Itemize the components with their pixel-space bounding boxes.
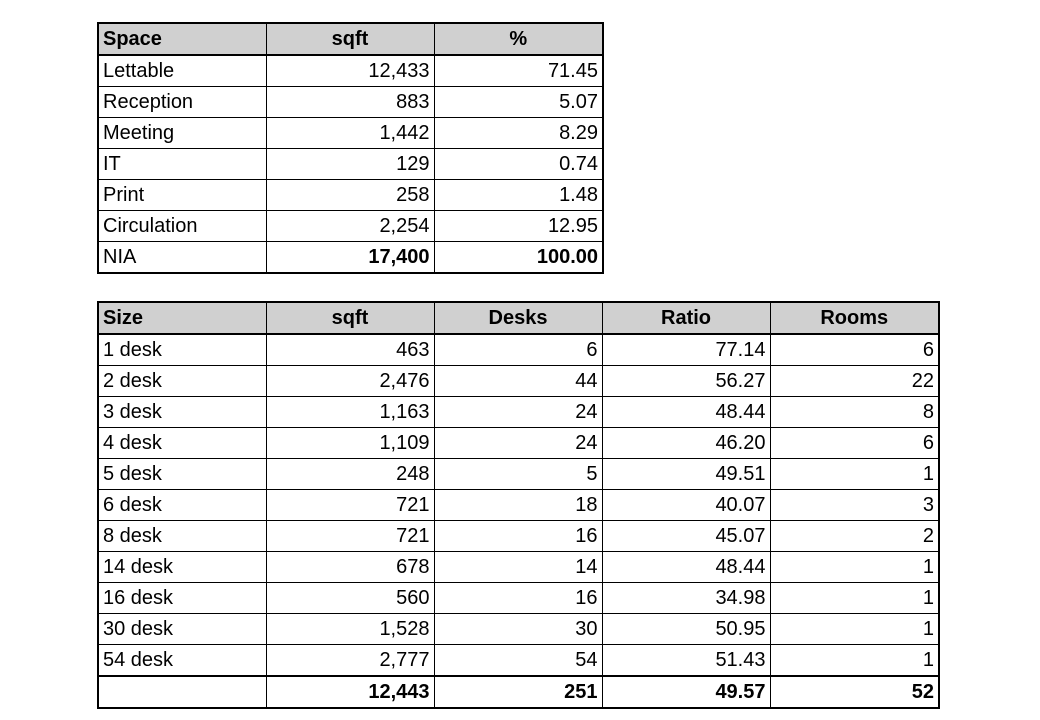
cell-rooms: 1: [770, 583, 939, 614]
cell-rooms: 6: [770, 428, 939, 459]
cell-ratio: 49.51: [602, 459, 770, 490]
table-row: [98, 149, 603, 180]
cell-sqft: 883: [266, 87, 434, 118]
cell-rooms: 22: [770, 366, 939, 397]
cell-desks: 14: [434, 552, 602, 583]
cell-sqft-total: 12,443: [266, 676, 434, 708]
cell-percent: 0.74: [434, 149, 603, 180]
cell-desks: 24: [434, 397, 602, 428]
header-sqft: sqft: [266, 302, 434, 334]
cell-space: Lettable: [98, 55, 266, 87]
cell-rooms: 1: [770, 459, 939, 490]
table-row: [98, 459, 939, 490]
cell-ratio: 50.95: [602, 614, 770, 645]
cell-space: Circulation: [98, 211, 266, 242]
cell-desks: 18: [434, 490, 602, 521]
cell-size: 30 desk: [98, 614, 266, 645]
cell-ratio-total: 49.57: [602, 676, 770, 708]
cell-size: 2 desk: [98, 366, 266, 397]
cell-size: 14 desk: [98, 552, 266, 583]
cell-space: NIA: [98, 242, 266, 274]
table-row: [98, 645, 939, 677]
cell-sqft: 129: [266, 149, 434, 180]
cell-desks-total: 251: [434, 676, 602, 708]
cell-sqft: 721: [266, 490, 434, 521]
cell-sqft: 248: [266, 459, 434, 490]
cell-rooms-total: 52: [770, 676, 939, 708]
cell-desks: 16: [434, 583, 602, 614]
table-row: [98, 583, 939, 614]
cell-ratio: 34.98: [602, 583, 770, 614]
header-sqft: sqft: [266, 23, 434, 55]
table-row: [98, 334, 939, 366]
cell-desks: 5: [434, 459, 602, 490]
cell-ratio: 48.44: [602, 552, 770, 583]
cell-size: 6 desk: [98, 490, 266, 521]
cell-ratio: 40.07: [602, 490, 770, 521]
cell-ratio: 48.44: [602, 397, 770, 428]
cell-desks: 24: [434, 428, 602, 459]
cell-sqft: 678: [266, 552, 434, 583]
cell-rooms: 6: [770, 334, 939, 366]
cell-ratio: 51.43: [602, 645, 770, 677]
table-row: [98, 521, 939, 552]
space-table-header-row: [98, 23, 603, 55]
size-table-header-row: [98, 302, 939, 334]
cell-desks: 6: [434, 334, 602, 366]
table-row: [98, 614, 939, 645]
table-row: [98, 118, 603, 149]
cell-sqft: 1,442: [266, 118, 434, 149]
cell-desks: 44: [434, 366, 602, 397]
table-row-total: [98, 676, 939, 708]
cell-space: Meeting: [98, 118, 266, 149]
cell-size: 16 desk: [98, 583, 266, 614]
cell-space: Reception: [98, 87, 266, 118]
cell-rooms: 1: [770, 552, 939, 583]
cell-space: IT: [98, 149, 266, 180]
cell-sqft-total: 17,400: [266, 242, 434, 274]
header-percent: %: [434, 23, 603, 55]
cell-desks: 16: [434, 521, 602, 552]
cell-sqft: 2,476: [266, 366, 434, 397]
cell-ratio: 56.27: [602, 366, 770, 397]
cell-rooms: 1: [770, 645, 939, 677]
cell-size: 3 desk: [98, 397, 266, 428]
table-row: [98, 366, 939, 397]
table-row: [98, 87, 603, 118]
cell-ratio: 46.20: [602, 428, 770, 459]
header-desks: Desks: [434, 302, 602, 334]
table-row: [98, 180, 603, 211]
cell-percent: 1.48: [434, 180, 603, 211]
table-row-nia: [98, 242, 603, 274]
table-row: [98, 490, 939, 521]
cell-sqft: 1,109: [266, 428, 434, 459]
cell-rooms: 3: [770, 490, 939, 521]
cell-space: Print: [98, 180, 266, 211]
cell-percent: 8.29: [434, 118, 603, 149]
cell-rooms: 1: [770, 614, 939, 645]
table-row: [98, 397, 939, 428]
cell-sqft: 258: [266, 180, 434, 211]
size-table: [97, 301, 940, 709]
cell-ratio: 45.07: [602, 521, 770, 552]
header-ratio: Ratio: [602, 302, 770, 334]
cell-percent: 71.45: [434, 55, 603, 87]
header-space: Space: [98, 23, 266, 55]
space-table: [97, 22, 604, 274]
cell-percent: 12.95: [434, 211, 603, 242]
cell-ratio: 77.14: [602, 334, 770, 366]
cell-sqft: 721: [266, 521, 434, 552]
cell-sqft: 2,777: [266, 645, 434, 677]
cell-sqft: 12,433: [266, 55, 434, 87]
cell-desks: 30: [434, 614, 602, 645]
cell-sqft: 1,163: [266, 397, 434, 428]
header-rooms: Rooms: [770, 302, 939, 334]
cell-sqft: 560: [266, 583, 434, 614]
table-row: [98, 55, 603, 87]
cell-percent-total: 100.00: [434, 242, 603, 274]
cell-sqft: 2,254: [266, 211, 434, 242]
cell-percent: 5.07: [434, 87, 603, 118]
cell-sqft: 463: [266, 334, 434, 366]
header-size: Size: [98, 302, 266, 334]
table-row: [98, 211, 603, 242]
cell-rooms: 8: [770, 397, 939, 428]
cell-desks: 54: [434, 645, 602, 677]
cell-size-total: [98, 676, 266, 708]
cell-size: 4 desk: [98, 428, 266, 459]
cell-rooms: 2: [770, 521, 939, 552]
cell-size: 5 desk: [98, 459, 266, 490]
table-row: [98, 428, 939, 459]
cell-size: 54 desk: [98, 645, 266, 677]
cell-size: 1 desk: [98, 334, 266, 366]
cell-size: 8 desk: [98, 521, 266, 552]
table-row: [98, 552, 939, 583]
cell-sqft: 1,528: [266, 614, 434, 645]
